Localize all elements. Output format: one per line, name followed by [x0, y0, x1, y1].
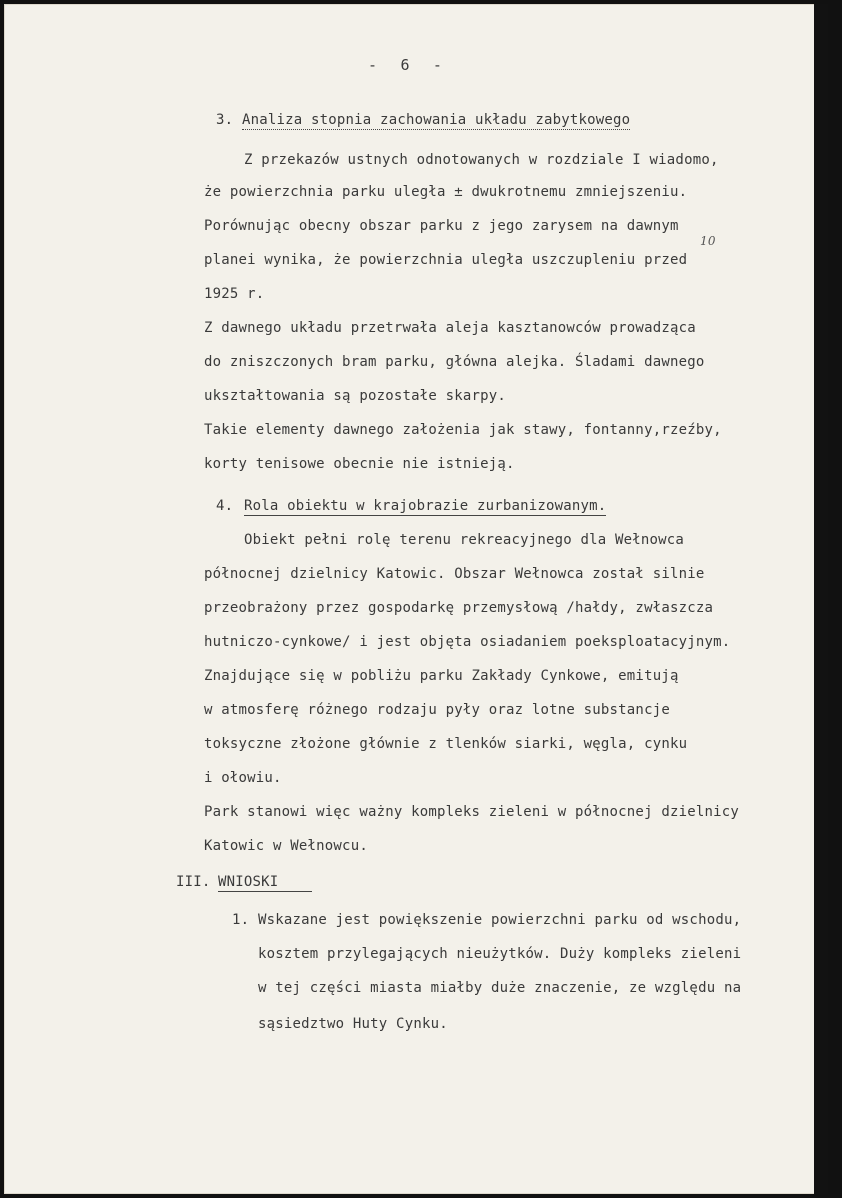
section-3-number: 3. — [216, 112, 234, 128]
section-iii-heading: WNIOSKI — [218, 874, 312, 892]
document-page — [4, 4, 828, 1194]
conclusion-1-line: kosztem przylegających nieużytków. Duży kompleks zieleni — [258, 946, 742, 962]
section-3-heading: Analiza stopnia zachowania układu zabytkowego — [242, 112, 631, 128]
section-3-line: do zniszczonych bram parku, główna alejka. Śladami dawnego — [204, 354, 705, 370]
section-3-line: korty tenisowe obecnie nie istnieją. — [204, 456, 515, 472]
margin-note: 10 — [700, 234, 716, 248]
conclusion-1-number: 1. — [232, 912, 250, 928]
section-4-number: 4. — [216, 498, 234, 514]
section-4-line: hutniczo-cynkowe/ i jest objęta osiadaniem poeksploatacyjnym. — [204, 634, 731, 650]
section-3-line: Z przekazów ustnych odnotowanych w rozdziale I wiadomo, — [244, 152, 719, 168]
scan-dark-edge — [814, 4, 828, 1194]
conclusion-1-line: w tej części miasta miałby duże znaczenie, ze względu na — [258, 980, 742, 996]
section-3-line: ukształtowania są pozostałe skarpy. — [204, 388, 507, 404]
section-3-line: Takie elementy dawnego założenia jak stawy, fontanny,rzeźby, — [204, 422, 722, 438]
section-4-line: Znajdujące się w pobliżu parku Zakłady Cynkowe, emitują — [204, 668, 679, 684]
section-4-line: północnej dzielnicy Katowic. Obszar Wełnowca został silnie — [204, 566, 705, 582]
section-4-line: toksyczne złożone głównie z tlenków siarki, węgla, cynku — [204, 736, 688, 752]
section-3-line: Z dawnego układu przetrwała aleja kasztanowców prowadząca — [204, 320, 696, 336]
page-number: - 6 - — [368, 56, 443, 74]
section-3-line: planei wynika, że powierzchnia uległa uszczupleniu przed — [204, 252, 688, 268]
section-3-line: Porównując obecny obszar parku z jego zarysem na dawnym — [204, 218, 679, 234]
section-4-line: i ołowiu. — [204, 770, 282, 786]
section-3-line: 1925 r. — [204, 286, 265, 302]
conclusion-1-line: sąsiedztwo Huty Cynku. — [258, 1016, 448, 1032]
section-4-line: Obiekt pełni rolę terenu rekreacyjnego dla Wełnowca — [244, 532, 685, 548]
section-4-line: w atmosferę różnego rodzaju pyły oraz lotne substancje — [204, 702, 670, 718]
section-3-line: że powierzchnia parku uległa ± dwukrotnemu zmniejszeniu. — [204, 184, 688, 200]
section-iii-number: III. — [176, 874, 211, 890]
section-4-line: przeobrażony przez gospodarkę przemysłową /hałdy, zwłaszcza — [204, 600, 714, 616]
section-4-heading: Rola obiektu w krajobrazie zurbanizowanym. — [244, 498, 607, 514]
section-4-line: Park stanowi więc ważny kompleks zieleni w północnej dzielnicy — [204, 804, 739, 820]
conclusion-1-line: Wskazane jest powiększenie powierzchni parku od wschodu, — [258, 912, 742, 928]
section-4-line: Katowic w Wełnowcu. — [204, 838, 368, 854]
